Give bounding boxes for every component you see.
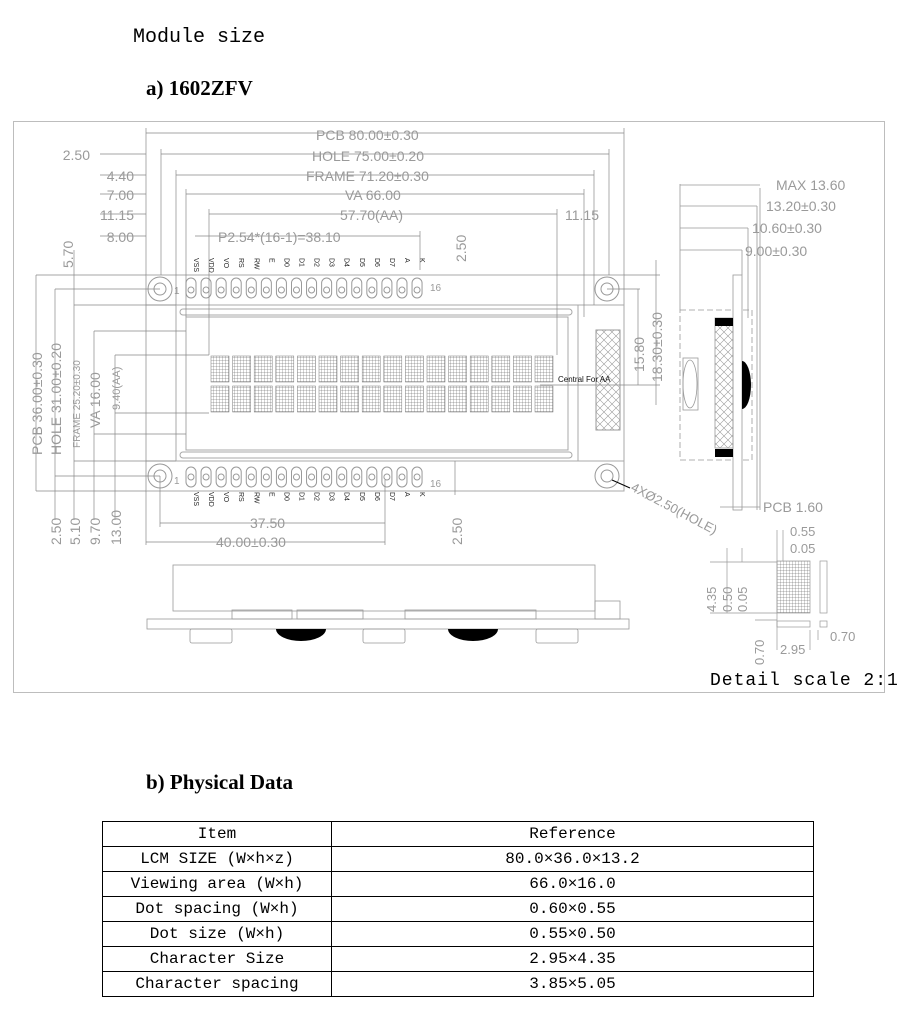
pin-pad [201, 278, 211, 298]
dim-bottom-2-50: 2.50 [48, 517, 64, 545]
pin-label-bottom: D4 [342, 492, 350, 501]
dim-right-18-30: 18.30±0.30 [649, 312, 665, 382]
character-blocks [211, 356, 553, 412]
character-cell [513, 356, 531, 382]
pin-pad [382, 278, 392, 298]
row-item: LCM SIZE (W×h×z) [103, 847, 332, 872]
side-view [680, 184, 760, 510]
character-cell [297, 386, 315, 412]
pin-hole [293, 287, 299, 293]
pin-label-top: D4 [342, 258, 350, 267]
row-reference: 0.55×0.50 [332, 922, 814, 947]
pin-label-top: D6 [372, 258, 380, 267]
row-reference: 2.95×4.35 [332, 947, 814, 972]
pin-hole [278, 287, 284, 293]
dim-pcb-height: PCB 36.00±0.30 [29, 352, 45, 455]
dim-bottom-5-10: 5.10 [67, 517, 83, 545]
pin-16-top: 16 [430, 283, 442, 294]
pin-hole [369, 474, 375, 480]
dim-offset-11-15: 11.15 [100, 207, 134, 223]
detail-char-height: 4.35 [704, 586, 719, 612]
character-cell [233, 386, 251, 412]
character-cell [492, 356, 510, 382]
dim-left-top-5-70: 5.70 [60, 240, 76, 268]
bottom-side-elevation [147, 565, 629, 643]
pin-hole [293, 474, 299, 480]
character-cell [319, 386, 337, 412]
module-size-heading: Module size [133, 26, 266, 49]
pin-hole [384, 287, 390, 293]
detail-dot-height: 0.50 [720, 586, 735, 612]
physical-data-table [102, 821, 814, 997]
pin-label-bottom: D3 [327, 492, 335, 501]
pin-hole [354, 287, 360, 293]
pin-label-top: E [267, 258, 275, 263]
pin-label-top: D3 [327, 258, 335, 267]
pin-hole [309, 474, 315, 480]
pin-label-top: A [402, 258, 410, 263]
pin-hole [414, 287, 420, 293]
hole-leader-line [612, 480, 630, 488]
row-item: Dot size (W×h) [103, 922, 332, 947]
dim-top-pin-gap: 2.50 [453, 234, 469, 262]
pin-1-bottom: 1 [174, 476, 180, 487]
detail-horizontal-gap: 0.70 [830, 629, 856, 644]
pin-label-top: K [418, 258, 426, 263]
detail-dot-gap: 0.05 [790, 541, 816, 556]
row-item: Character Size [103, 947, 332, 972]
dim-hole-width: HOLE 75.00±0.20 [312, 148, 424, 164]
table-row [103, 872, 814, 897]
pin-pad [397, 278, 407, 298]
table-row [103, 922, 814, 947]
pin-hole [248, 287, 254, 293]
character-cell [449, 356, 467, 382]
row-reference: 3.85×5.05 [332, 972, 814, 997]
header-item: Item [103, 822, 332, 847]
detail-scale-label: Detail scale 2:1 [710, 671, 899, 691]
pin-hole [278, 474, 284, 480]
row-reference: 0.60×0.55 [332, 897, 814, 922]
dim-side-max: MAX 13.60 [776, 177, 846, 193]
section-a-heading: a) 1602ZFV [146, 76, 253, 100]
character-cell [254, 356, 272, 382]
pin-hole [399, 474, 405, 480]
pin-1-top: 1 [174, 286, 180, 297]
pin-hole [218, 287, 224, 293]
pin-pad [186, 278, 196, 298]
dim-hole-height: HOLE 31.00±0.20 [48, 343, 64, 455]
character-cell [427, 386, 445, 412]
pin-hole [218, 474, 224, 480]
detail-dot-width: 0.55 [790, 524, 816, 539]
pin-label-bottom: D0 [282, 492, 290, 501]
character-cell [384, 386, 402, 412]
dim-bottom-37-50: 37.50 [250, 515, 286, 531]
row-item: Viewing area (W×h) [103, 872, 332, 897]
detail-char-width: 2.95 [780, 642, 806, 657]
pin-label-bottom: RS [237, 492, 245, 502]
table-row [103, 897, 814, 922]
dim-pin-pitch: P2.54*(16-1)=38.10 [218, 229, 341, 245]
character-cell [384, 356, 402, 382]
pin-pad [276, 278, 286, 298]
pin-pad [367, 278, 377, 298]
pin-hole [233, 474, 239, 480]
dim-side-13-20: 13.20±0.30 [766, 198, 836, 214]
row-reference: 80.0×36.0×13.2 [332, 847, 814, 872]
dim-offset-4-40: 4.40 [106, 168, 134, 184]
character-cell [341, 356, 359, 382]
character-cell [513, 386, 531, 412]
character-cell [211, 386, 229, 412]
dim-pcb-width: PCB 80.00±0.30 [316, 127, 419, 143]
dim-bottom-9-70: 9.70 [87, 517, 103, 545]
character-cell [254, 386, 272, 412]
pin-pad [352, 278, 362, 298]
pin-label-bottom: E [267, 492, 275, 497]
character-cell [405, 386, 423, 412]
character-cell [276, 356, 294, 382]
pin-label-bottom: D1 [297, 492, 305, 501]
character-cell [449, 386, 467, 412]
pin-pad [337, 278, 347, 298]
pin-label-top: D5 [357, 258, 365, 267]
pin-label-bottom: RW [252, 492, 260, 504]
character-cell [535, 386, 553, 412]
pin-label-bottom: K [418, 492, 426, 497]
dim-bottom-13-00: 13.00 [108, 509, 124, 545]
dim-va-width: VA 66.00 [345, 187, 401, 203]
pin-pad [322, 278, 332, 298]
pin-hole [309, 287, 315, 293]
pin-hole [203, 474, 209, 480]
header-reference: Reference [332, 822, 814, 847]
pin-hole [203, 287, 209, 293]
pin-pad [307, 278, 317, 298]
pin-hole [339, 474, 345, 480]
pin-label-top: VDD [207, 258, 215, 273]
pin-pad [216, 278, 226, 298]
table-row [103, 847, 814, 872]
character-cell [470, 386, 488, 412]
row-item: Character spacing [103, 972, 332, 997]
dim-frame-width: FRAME 71.20±0.30 [306, 168, 429, 184]
dim-bottom-40-00: 40.00±0.30 [216, 534, 286, 550]
pin-pad [412, 278, 422, 298]
character-cell [341, 386, 359, 412]
character-cell [233, 356, 251, 382]
pin-label-top: D2 [312, 258, 320, 267]
pin-label-bottom: D6 [372, 492, 380, 501]
character-cell [492, 386, 510, 412]
pin-pad [231, 278, 241, 298]
dim-side-9-00: 9.00±0.30 [745, 243, 808, 259]
pin-hole [384, 474, 390, 480]
pin-hole [188, 474, 194, 480]
dim-aa-width: 57.70(AA) [340, 207, 404, 223]
pin-pad [291, 278, 301, 298]
dim-right-15-80: 15.80 [631, 336, 647, 372]
character-cell [276, 386, 294, 412]
character-cell [297, 356, 315, 382]
character-cell [535, 356, 553, 382]
dim-right-offset: 11.15 [565, 207, 599, 223]
pin-label-bottom: VSS [192, 492, 199, 507]
character-cell [405, 356, 423, 382]
hole-note: 4XØ2.50(HOLE) [628, 479, 720, 538]
row-reference: 66.0×16.0 [332, 872, 814, 897]
pin-label-top: D7 [387, 258, 395, 267]
pin-label-bottom: D7 [387, 492, 395, 501]
pin-label-bottom: VDD [207, 492, 215, 507]
pin-pad [246, 278, 256, 298]
section-b-heading: b) Physical Data [146, 770, 293, 794]
pin-pad [261, 278, 271, 298]
pin-hole [188, 287, 194, 293]
dim-va-height: VA 16.00 [87, 372, 103, 428]
pin-label-top: VO [222, 258, 230, 269]
pin-label-bottom: A [402, 492, 410, 497]
table-row [103, 947, 814, 972]
pin-label-top: VSS [192, 258, 199, 273]
character-cell [427, 356, 445, 382]
pin-label-bottom: VO [222, 492, 230, 503]
dim-frame-height: FRAME 25.20±0.30 [72, 360, 83, 448]
pin-label-top: RW [252, 258, 260, 270]
table-header-row [103, 822, 814, 847]
character-cell [362, 356, 380, 382]
dim-side-pcb: PCB 1.60 [763, 499, 823, 515]
pin-hole [369, 287, 375, 293]
pcb-outline [146, 275, 624, 491]
character-cell [211, 356, 229, 382]
pin-hole [339, 287, 345, 293]
pin-label-bottom: D2 [312, 492, 320, 501]
pin-hole [354, 474, 360, 480]
pin-label-top: D0 [282, 258, 290, 267]
dim-offset-7-00: 7.00 [106, 187, 134, 203]
character-cell [319, 356, 337, 382]
pin-16-bottom: 16 [430, 479, 442, 490]
character-cell [470, 356, 488, 382]
dim-offset-2-50: 2.50 [62, 147, 90, 163]
dim-offset-8-00: 8.00 [106, 229, 134, 245]
character-cell [362, 386, 380, 412]
detail-vertical-gap: 0.70 [752, 639, 767, 665]
central-for-aa-label: Central For AA [558, 375, 611, 384]
pin-hole [324, 474, 330, 480]
pin-labels [192, 258, 425, 507]
dim-aa-height: 9.40(AA) [111, 366, 123, 410]
pin-label-bottom: D5 [357, 492, 365, 501]
pin-label-top: RS [237, 258, 245, 268]
table-row [103, 972, 814, 997]
pin-hole [324, 287, 330, 293]
detail-dot-vgap: 0.05 [735, 586, 750, 612]
dim-side-10-60: 10.60±0.30 [752, 220, 822, 236]
pin-hole [263, 474, 269, 480]
dim-bottom-pin-gap: 2.50 [449, 517, 465, 545]
pin-hole [248, 474, 254, 480]
pin-label-top: D1 [297, 258, 305, 267]
pin-hole [233, 287, 239, 293]
row-item: Dot spacing (W×h) [103, 897, 332, 922]
pin-hole [263, 287, 269, 293]
pin-hole [414, 474, 420, 480]
pin-hole [399, 287, 405, 293]
